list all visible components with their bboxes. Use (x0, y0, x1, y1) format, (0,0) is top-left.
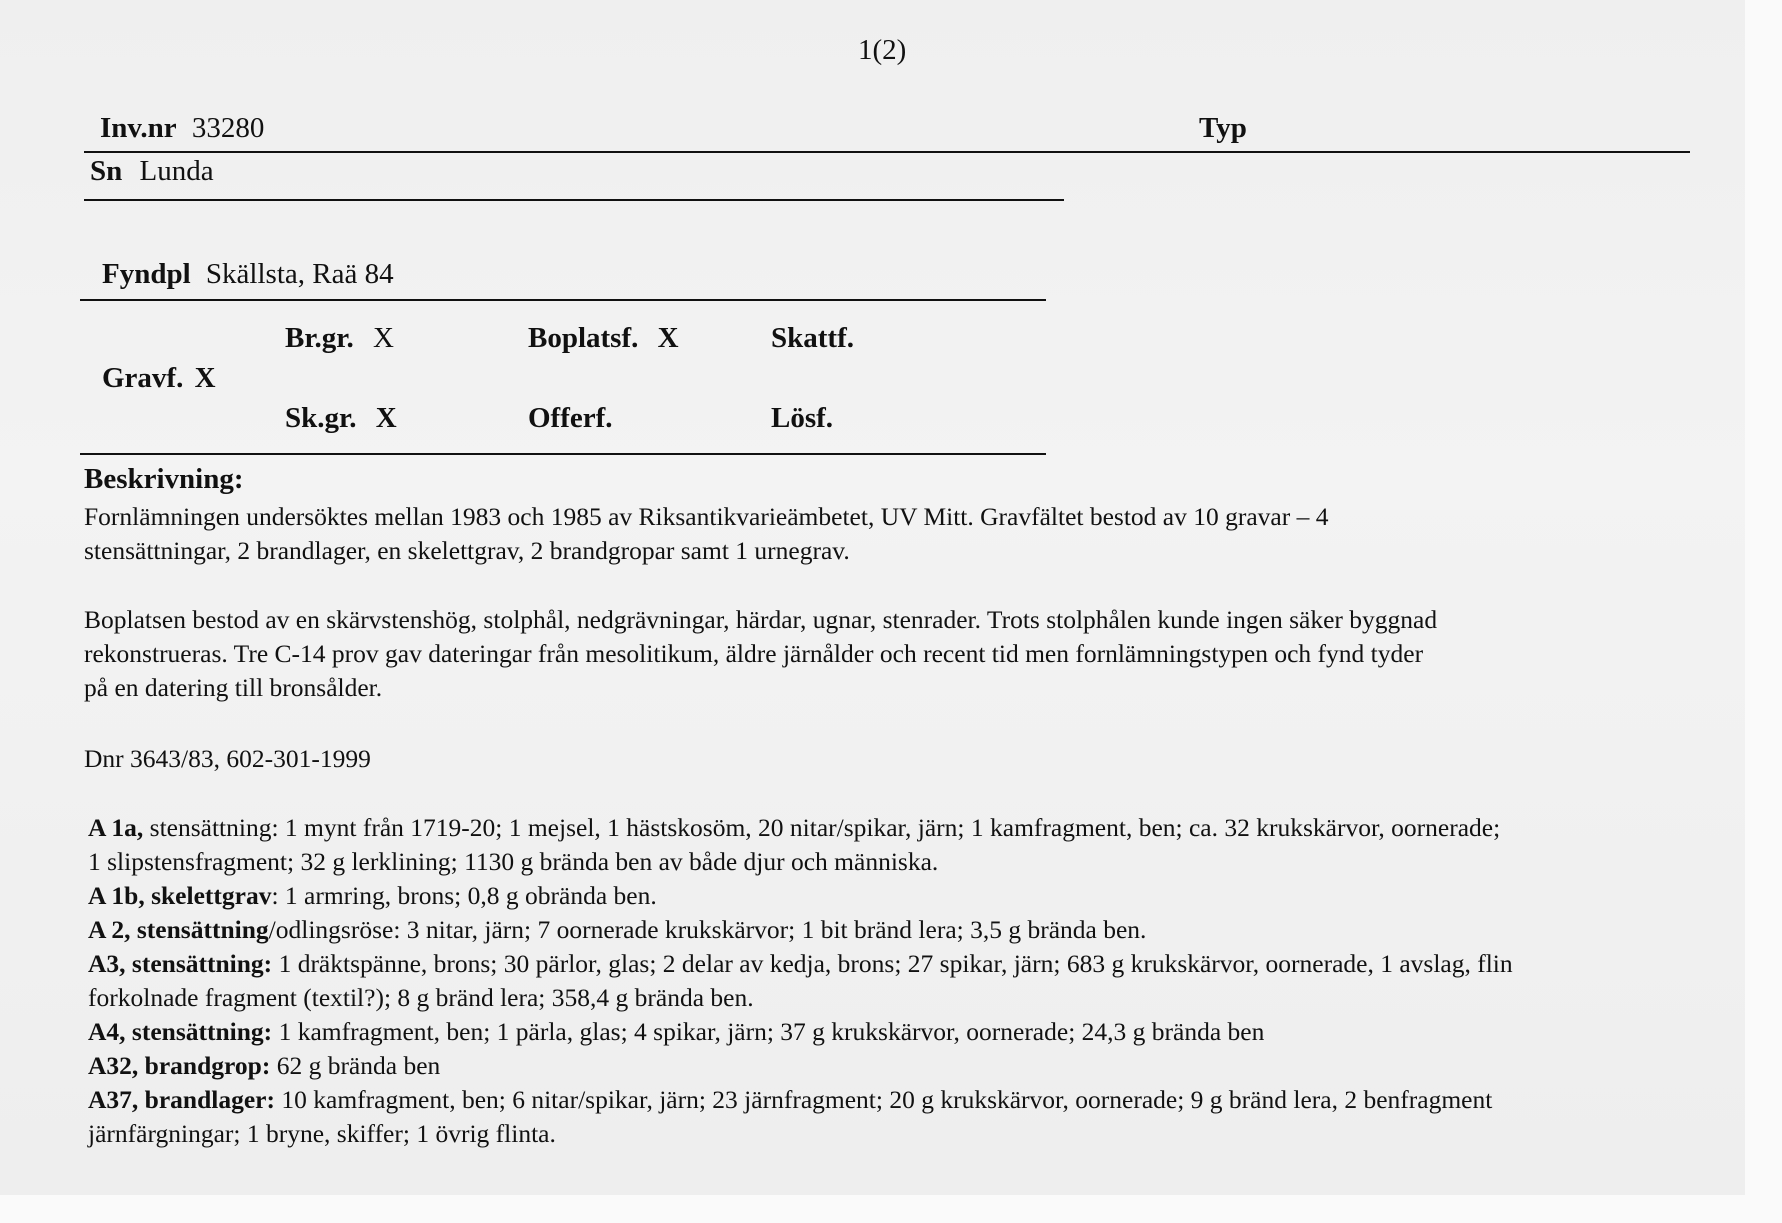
text-line: Boplatsen bestod av en skärvstenshög, stolphål, nedgrävningar, härdar, ugnar, stenrader. Trots stolphålen kunde ingen säker byggnad (84, 605, 1438, 634)
find-entry (88, 879, 657, 913)
boplatsf-mark: X (657, 322, 679, 354)
gravf-mark: X (194, 362, 216, 394)
entry-label: A37, brandlager: (88, 1085, 275, 1114)
entry-line (88, 1015, 1264, 1049)
fyndpl-label: Fyndpl (102, 258, 191, 290)
entry-text: /odlingsröse: 3 nitar, järn; 7 oornerade krukskärvor; 1 bit bränd lera; 3,5 g brända ben. (268, 915, 1147, 944)
entry-line (88, 811, 1500, 845)
fyndtyp-divider (80, 453, 1046, 455)
entry-label: A 2, stensättning (88, 915, 269, 944)
entry-label: A 1b, skelettgrav (88, 881, 272, 910)
entry-label: A 1a, (88, 813, 144, 842)
header-divider (84, 151, 1690, 153)
skgr-label: Sk.gr. (285, 402, 357, 434)
entry-line (88, 1049, 440, 1083)
entry-line: forkolnade fragment (textil?); 8 g bränd lera; 358,4 g brända ben. (88, 983, 754, 1012)
sn-field (90, 155, 214, 188)
losf-label: Lösf. (771, 402, 834, 434)
gravf-label: Gravf. (102, 362, 184, 394)
description-paragraph-1 (84, 500, 1329, 568)
entry-label: A32, brandgrop: (88, 1051, 271, 1080)
entry-text: 1 dräktspänne, brons; 30 pärlor, glas; 2 delar av kedja, brons; 27 spikar, järn; 683 g krukskärvor, oornerade, 1 avslag, flin (272, 949, 1513, 978)
entry-line (88, 913, 1146, 947)
fyndpl-divider (80, 299, 1046, 301)
brgr-label: Br.gr. (285, 322, 354, 354)
entry-text: 62 g brända ben (270, 1051, 441, 1080)
page-number: 1(2) (858, 34, 907, 66)
entry-text: : 1 armring, brons; 0,8 g obrända ben. (271, 881, 657, 910)
inv-label: Inv.nr (100, 112, 177, 144)
sn-label: Sn (90, 155, 123, 187)
description-paragraph-2 (84, 603, 1437, 705)
brgr-field (285, 322, 394, 355)
text-line: stensättningar, 2 brandlager, en skelettgrav, 2 brandgropar samt 1 urnegrav. (84, 536, 850, 565)
fyndpl-value: Skällsta, Raä 84 (205, 258, 394, 290)
skgr-field (285, 402, 397, 435)
dnr-reference: Dnr 3643/83, 602-301-1999 (84, 744, 371, 773)
scan-margin-right (1745, 0, 1782, 1223)
brgr-mark: X (373, 322, 394, 354)
fyndpl-field (102, 258, 394, 291)
scan-margin-bottom (0, 1195, 1745, 1223)
entry-line (88, 1083, 1492, 1117)
boplatsf-field (528, 322, 679, 355)
text-line: på en datering till bronsålder. (84, 673, 383, 702)
entry-text: 1 kamfragment, ben; 1 pärla, glas; 4 spikar, järn; 37 g krukskärvor, oornerade; 24,3 g brända ben (272, 1017, 1265, 1046)
find-entry (88, 1049, 440, 1083)
entry-line (88, 947, 1513, 981)
skgr-mark: X (375, 402, 397, 434)
find-entry (88, 947, 1513, 1015)
skattf-label: Skattf. (771, 322, 854, 354)
text-line: Fornlämningen undersöktes mellan 1983 och 1985 av Riksantikvarieämbetet, UV Mitt. Gravfältet bestod av 10 gravar – 4 (84, 502, 1329, 531)
entry-text: stensättning: 1 mynt från 1719-20; 1 mejsel, 1 hästskosöm, 20 nitar/spikar, järn; 1 kamfragment, ben; ca. 32 krukskärvor, oornerade; (143, 813, 1501, 842)
text-line: rekonstrueras. Tre C-14 prov gav dateringar från mesolitikum, äldre järnålder och recent tid men fornlämningstypen och fynd tyder (84, 639, 1424, 668)
entry-label: A4, stensättning: (88, 1017, 273, 1046)
sn-divider (84, 199, 1064, 201)
entry-text: 10 kamfragment, ben; 6 nitar/spikar, järn; 23 järnfragment; 20 g krukskärvor, oornerade; 9 g bränd lera, 2 benfragment (275, 1085, 1493, 1114)
find-entry (88, 1083, 1492, 1151)
sn-value: Lunda (139, 155, 214, 187)
inv-value: 33280 (191, 112, 265, 144)
find-entry (88, 811, 1500, 879)
gravf-field (102, 362, 216, 395)
beskrivning-heading: Beskrivning: (84, 463, 244, 495)
find-entry (88, 913, 1146, 947)
entry-label: A3, stensättning: (88, 949, 273, 978)
inv-field (100, 112, 264, 145)
entry-line: 1 slipstensfragment; 32 g lerklining; 1130 g brända ben av både djur och människa. (88, 847, 939, 876)
typ-label: Typ (1199, 112, 1247, 144)
entry-line: järnfärgningar; 1 bryne, skiffer; 1 övrig flinta. (88, 1119, 556, 1148)
boplatsf-label: Boplatsf. (528, 322, 639, 354)
entry-line (88, 879, 657, 913)
offerf-label: Offerf. (528, 402, 613, 434)
find-entry (88, 1015, 1264, 1049)
